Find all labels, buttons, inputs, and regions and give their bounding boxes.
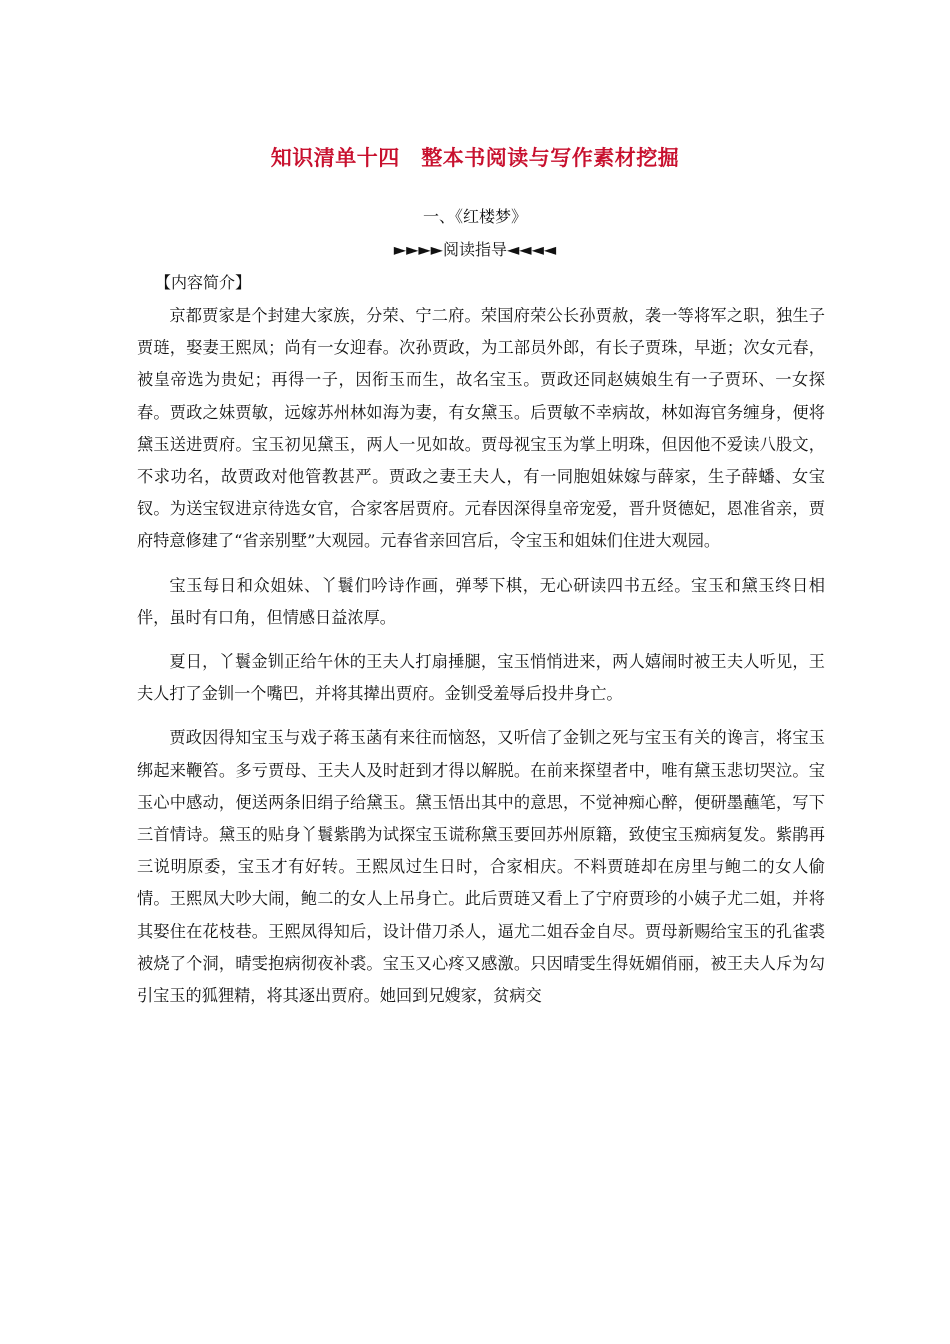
paragraph: 宝玉每日和众姐妹、丫鬟们吟诗作画，弹琴下棋，无心研读四书五经。宝玉和黛玉终日相伴，虽时有口角，但情感日益浓厚。 [137,575,825,627]
paragraph: 夏日，丫鬟金钏正给午休的王夫人打扇捶腿，宝玉悄悄进来，两人嬉闹时被王夫人听见，王夫人打了金钏一个嘴巴，并将其撵出贾府。金钏受羞辱后投井身亡。 [137,652,825,704]
body-text [137,300,825,1024]
paragraph: 贾政因得知宝玉与戏子蒋玉菡有来往而恼怒，又听信了金钏之死与宝玉有关的谗言，将宝玉绑起来鞭笞。多亏贾母、王夫人及时赶到才得以解脱。在前来探望者中，唯有黛玉悲切哭泣。宝玉心中感动，便送两条旧绢子给黛玉。黛玉悟出其中的意思，不觉神痴心醉，便研墨蘸笔，写下三首情诗。黛玉的贴身丫鬟紫鹃为试探宝玉谎称黛玉要回苏州原籍，致使宝玉痴病复发。紫鹃再三说明原委，宝玉才有好转。王熙凤过生日时，合家相庆。不料贾琏却在房里与鲍二的女人偷情。王熙凤大吵大闹，鲍二的女人上吊身亡。此后贾琏又看上了宁府贾珍的小姨子尤二姐，并将其娶住在花枝巷。王熙凤得知后，设计借刀杀人，逼尤二姐吞金自尽。贾母新赐给宝玉的孔雀裘被烧了个洞，晴雯抱病彻夜补裘。宝玉又心疼又感激。只因晴雯生得妩媚俏丽，被王夫人斥为勾引宝玉的狐狸精，将其逐出贾府。她回到兄嫂家，贫病交 [137,728,825,1006]
reading-guide-heading: ►►►►阅读指导◄◄◄◄ [393,240,557,259]
paragraph: 京都贾家是个封建大家族，分荣、宁二府。荣国府荣公长孙贾赦，袭一等将军之职，独生子贾琏，娶妻王熙凤；尚有一女迎春。次孙贾政，为工部员外郎，有长子贾珠，早逝；次女元春，被皇帝选为贵妃；再得一子，因衔玉而生，故名宝玉。贾政还同赵姨娘生有一子贾环、一女探春。贾政之妹贾敏，远嫁苏州林如海为妻，有女黛玉。后贾敏不幸病故，林如海官务缠身，便将黛玉送进贾府。宝玉初见黛玉，两人一见如故。贾母视宝玉为掌上明珠，但因他不爱读八股文，不求功名，故贾政对他管教甚严。贾政之妻王夫人，有一同胞姐妹嫁与薛家，生子薛蟠、女宝钗。为送宝钗进京待选女官，合家客居贾府。元春因深得皇帝宠爱，晋升贤德妃，恩准省亲，贾府特意修建了“省亲别墅”大观园。元春省亲回宫后，令宝玉和姐妹们住进大观园。 [137,306,825,551]
section-heading: 一、《红楼梦》 [422,207,527,226]
document-title: 知识清单十四 整本书阅读与写作素材挖掘 [270,146,680,170]
content-summary-heading: 【内容简介】 [155,273,252,292]
